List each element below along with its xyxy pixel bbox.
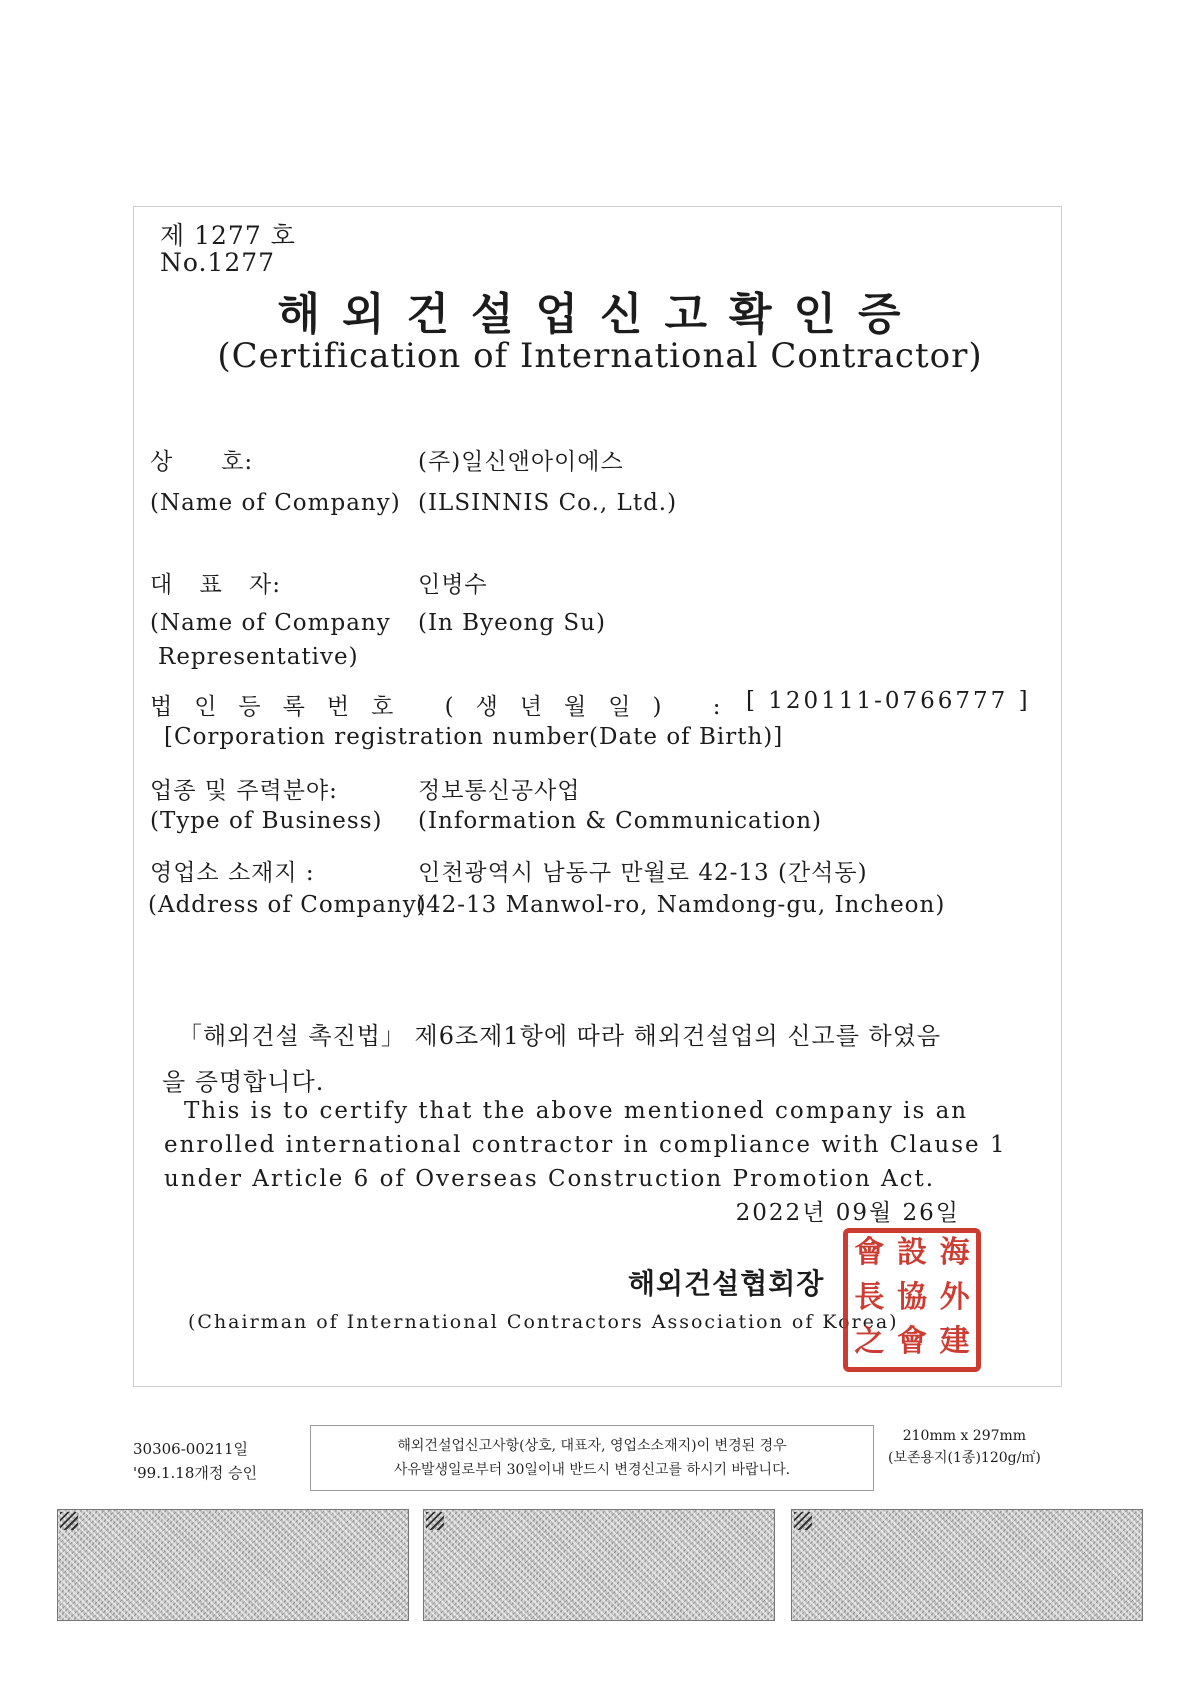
address-label-en: (Address of Company): [148, 892, 427, 918]
certificate-number-ko: 제 1277 호: [160, 221, 296, 250]
paper-spec: [888, 1425, 1041, 1469]
address-value-ko: 인천광역시 남동구 만월로 42-13 (간석동): [418, 860, 868, 886]
business-label-en: (Type of Business): [150, 808, 383, 834]
representative-label-ko: 대 표 자:: [150, 572, 282, 598]
official-seal: [843, 1228, 981, 1372]
registration-value: [ 120111-0766777 ]: [746, 688, 1031, 714]
registration-label-en: [Corporation registration number(Date of Birth)]: [164, 724, 784, 750]
representative-label-en-2: Representative): [158, 644, 359, 670]
seal-character: 海: [939, 1235, 970, 1270]
representative-value-en: (In Byeong Su): [418, 610, 606, 636]
form-code: 30306-00211일: [133, 1440, 248, 1458]
business-value-en: (Information & Communication): [418, 808, 822, 834]
security-pattern-left: [57, 1509, 409, 1621]
company-label-ko: 상 호:: [150, 449, 254, 475]
business-label-ko: 업종 및 주력분야:: [150, 778, 338, 804]
seal-character: 之: [854, 1324, 885, 1360]
chairman-title-en: (Chairman of International Contractors Association of Korea): [188, 1311, 899, 1333]
representative-label-en-1: (Name of Company: [150, 610, 391, 636]
notice-line-1: 해외건설업신고사항(상호, 대표자, 영업소소재지)이 변경된 경우: [397, 1438, 787, 1454]
form-info: [133, 1437, 257, 1485]
seal-character: 設: [896, 1235, 927, 1270]
page-title-en: (Certification of International Contractor): [217, 336, 983, 376]
form-approval: '99.1.18개정 승인: [133, 1464, 258, 1482]
seal-character: 建: [939, 1324, 970, 1360]
statement-en-line-3: under Article 6 of Overseas Construction Promotion Act.: [164, 1166, 936, 1192]
registration-label-ko: 법인등록번호 (생년월일) :: [150, 694, 743, 720]
certificate-number-en: No.1277: [160, 248, 276, 277]
notice-line-2: 사유발생일로부터 30일이내 반드시 변경신고를 하시기 바랍니다.: [393, 1462, 791, 1478]
statement-en-line-2: enrolled international contractor in compliance with Clause 1: [164, 1132, 1007, 1158]
company-value-en: (ILSINNIS Co., Ltd.): [418, 490, 678, 516]
security-pattern-center: [423, 1509, 775, 1621]
company-label-en: (Name of Company): [150, 490, 401, 516]
statement-ko-line-2: 을 증명합니다.: [162, 1068, 325, 1096]
seal-character: 外: [939, 1279, 970, 1315]
page-title-ko: 해외건설업신고확인증: [277, 289, 923, 340]
business-value-ko: 정보통신공사업: [418, 778, 581, 804]
security-pattern-right: [791, 1509, 1143, 1621]
paper-size: 210mm x 297mm: [902, 1428, 1027, 1444]
seal-character: 協: [896, 1279, 927, 1315]
seal-character: 會: [896, 1324, 927, 1360]
issue-date: 2022년 09월 26일: [735, 1200, 960, 1226]
company-value-ko: (주)일신앤아이에스: [418, 449, 624, 475]
statement-ko-line-1: 「해외건설 촉진법」 제6조제1항에 따라 해외건설업의 신고를 하였음: [178, 1022, 942, 1050]
representative-value-ko: 인병수: [418, 572, 488, 598]
seal-character: 長: [854, 1279, 885, 1315]
seal-character: 會: [854, 1235, 885, 1270]
chairman-title-ko: 해외건설협회장: [628, 1267, 825, 1300]
paper-type: (보존용지(1종)120g/㎡): [888, 1450, 1041, 1466]
address-label-ko: 영업소 소재지 :: [150, 860, 315, 886]
change-notice-box: [310, 1425, 874, 1491]
address-value-en: (42-13 Manwol-ro, Namdong-gu, Incheon): [416, 892, 946, 918]
statement-en-line-1: This is to certify that the above mentioned company is an: [184, 1098, 969, 1124]
